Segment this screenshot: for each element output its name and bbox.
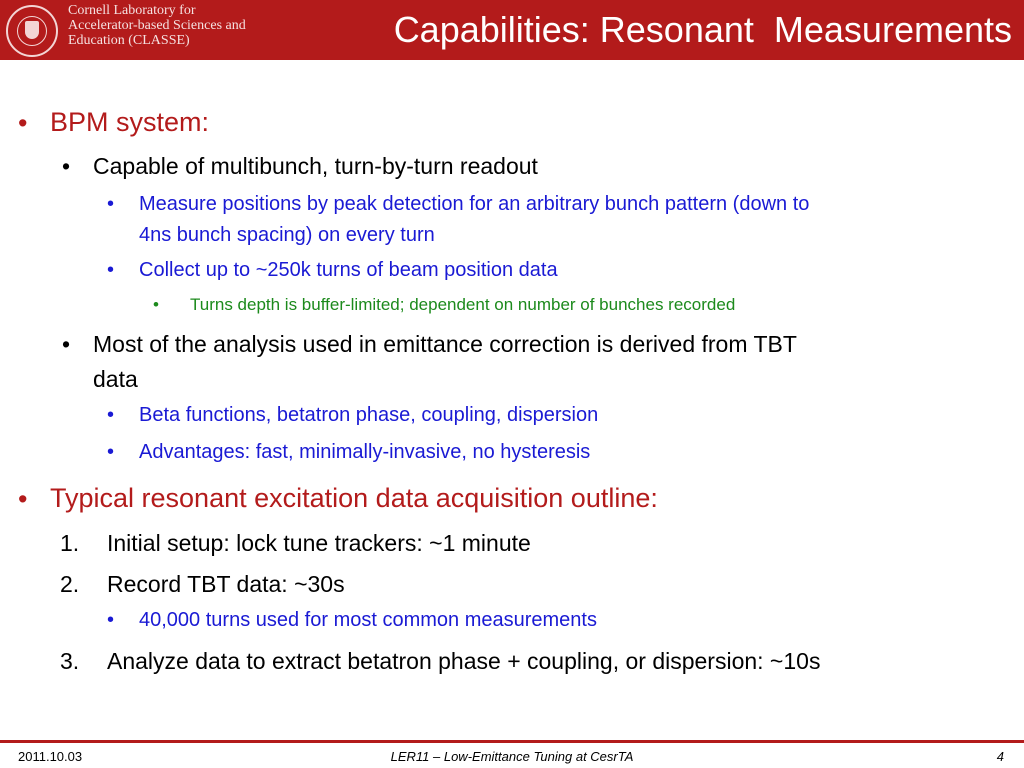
bullet-analysis-line2: data <box>93 366 138 392</box>
bullet-marker: • <box>153 295 159 314</box>
bullet-marker: • <box>18 484 28 514</box>
step-number: 3. <box>60 648 80 674</box>
bullet-analysis-line1: Most of the analysis used in emittance correction is derived from TBT <box>93 331 797 357</box>
footer-talk-title: LER11 – Low-Emittance Tuning at CesrTA <box>390 749 634 764</box>
bullet-marker: • <box>62 331 71 357</box>
bullet-marker: • <box>107 441 115 463</box>
bullet-bpm-system: BPM system: <box>50 107 210 137</box>
bullet-marker: • <box>107 404 115 426</box>
bullet-multibunch: Capable of multibunch, turn-by-turn readout <box>93 153 538 179</box>
bullet-peak-detection-line1: Measure positions by peak detection for an arbitrary bunch pattern (down to <box>139 193 810 215</box>
step-number: 1. <box>60 530 80 556</box>
bullet-peak-detection-line2: 4ns bunch spacing) on every turn <box>139 224 435 246</box>
cornell-seal-logo <box>6 5 58 57</box>
step-initial-setup: Initial setup: lock tune trackers: ~1 minute <box>107 530 531 556</box>
bullet-typical-outline: Typical resonant excitation data acquisition outline: <box>50 483 658 513</box>
bullet-marker: • <box>107 259 115 281</box>
lab-name-line: Education (CLASSE) <box>68 33 190 48</box>
step-analyze-data: Analyze data to extract betatron phase + coupling, or dispersion: ~10s <box>107 648 821 674</box>
lab-name <box>68 3 278 48</box>
bullet-marker: • <box>18 108 28 138</box>
slide-title: Capabilities: Resonant Measurements <box>393 9 1012 50</box>
lab-name-line: Accelerator-based Sciences and <box>68 18 246 33</box>
bullet-marker: • <box>62 153 71 179</box>
footer-date: 2011.10.03 <box>18 749 83 764</box>
seal-shield <box>25 21 39 39</box>
step-number: 2. <box>60 571 80 597</box>
bullet-beta-functions: Beta functions, betatron phase, coupling, dispersion <box>139 404 599 426</box>
bullet-marker: • <box>107 609 115 631</box>
footer-divider <box>0 740 1024 743</box>
bullet-advantages: Advantages: fast, minimally-invasive, no hysteresis <box>139 441 591 463</box>
bullet-turns-depth: Turns depth is buffer-limited; dependent on number of bunches recorded <box>190 295 736 314</box>
bullet-collect-turns: Collect up to ~250k turns of beam position data <box>139 259 558 281</box>
header-bar <box>0 0 1024 60</box>
lab-name-line: Cornell Laboratory for <box>68 3 196 18</box>
bullet-40000-turns: 40,000 turns used for most common measurements <box>139 609 597 631</box>
step-record-tbt: Record TBT data: ~30s <box>107 571 345 597</box>
bullet-marker: • <box>107 193 115 215</box>
page-number: 4 <box>996 749 1004 764</box>
